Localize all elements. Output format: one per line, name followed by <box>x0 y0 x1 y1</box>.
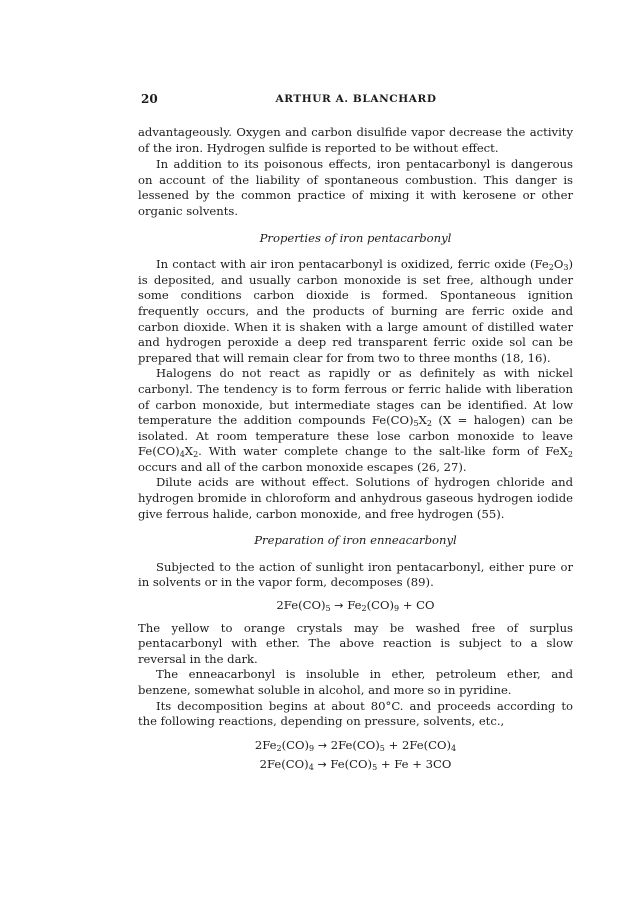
paragraph: In contact with air iron pentacarbonyl is oxidized, ferric oxide $(Fe_2O_3)$ is deposited, and usually carbon monoxide is set free, although under some conditions carbon dioxide is formed. Spontaneous ignition frequently occurs, and the products of burning are ferric oxide and carbon dioxide. When it is shaken with a large amount of distilled water and hydrogen peroxide a deep red transparent ferric oxide sol can be prepared that will remain clear for from two to three months (18, 16). <box>138 257 573 365</box>
paragraph: Subjected to the action of sunlight iron pentacarbonyl, either pure or in solvents or in the vapor form, decomposes (89). <box>138 559 573 590</box>
paragraph: Halogens do not react as rapidly or as definitely as with nickel carbonyl. The tendency is to form ferrous or ferric halide with liberation of carbon monoxide, but intermediate stages can be identified. At low temperature the addition compounds $Fe(CO)_5X_2$ (X = halogen) can be isolated. At room temperature these lose carbon monoxide to leave $Fe(CO)_4X_2$. With water complete change to the salt-like form of FeX$_2$ occurs and all of the carbon monoxide escapes (26, 27). <box>138 366 573 474</box>
chemical-equation: $2Fe(CO)_5 \to Fe_2(CO)_9$ + CO <box>276 598 435 614</box>
paragraph: advantageously. Oxygen and carbon disulfide vapor decrease the activity of the iron. Hydrogen sulfide is reported to be without effect. <box>138 125 573 155</box>
paragraph: Dilute acids are without effect. Solutions of hydrogen chloride and hydrogen bromide in chloroform and anhydrous gaseous hydrogen iodide give ferrous halide, carbon monoxide, and free hydrogen (55). <box>138 475 573 521</box>
running-title: ARTHUR A. BLANCHARD <box>275 93 437 105</box>
page-number: 20 <box>141 92 158 106</box>
reaction-arrow: → <box>317 738 328 752</box>
section-heading: Preparation of iron enneacarbonyl <box>254 533 457 548</box>
paragraph: In addition to its poisonous effects, iron pentacarbonyl is dangerous on account of the liability of spontaneous combustion. This danger is lessened by the common practice of mixing it with kerosene or other organic solvents. <box>138 157 573 218</box>
page-header <box>141 92 571 108</box>
paragraph: Its decomposition begins at about 80°C. and proceeds according to the following reactions, depending on pressure, solvents, etc., <box>138 698 573 729</box>
paragraph: The enneacarbonyl is insoluble in ether, petroleum ether, and benzene, somewhat soluble in alcohol, and more so in pyridine. <box>138 667 573 697</box>
reaction-arrow: → <box>317 758 327 772</box>
reaction-arrow: → <box>334 599 344 613</box>
paragraph: The yellow to orange crystals may be washed free of surplus pentacarbonyl with ether. The above reaction is subject to a slow reversal in the dark. <box>138 620 573 666</box>
chemical-equation: $2Fe(CO)_4 \to Fe(CO)_5 + Fe + 3CO$ <box>259 757 452 773</box>
page-body <box>138 125 573 780</box>
section-heading: Properties of iron pentacarbonyl <box>259 230 452 245</box>
chemical-equation: $2Fe_2(CO)_9 \to 2Fe(CO)_5 + 2Fe(CO)_4$ <box>254 737 457 753</box>
